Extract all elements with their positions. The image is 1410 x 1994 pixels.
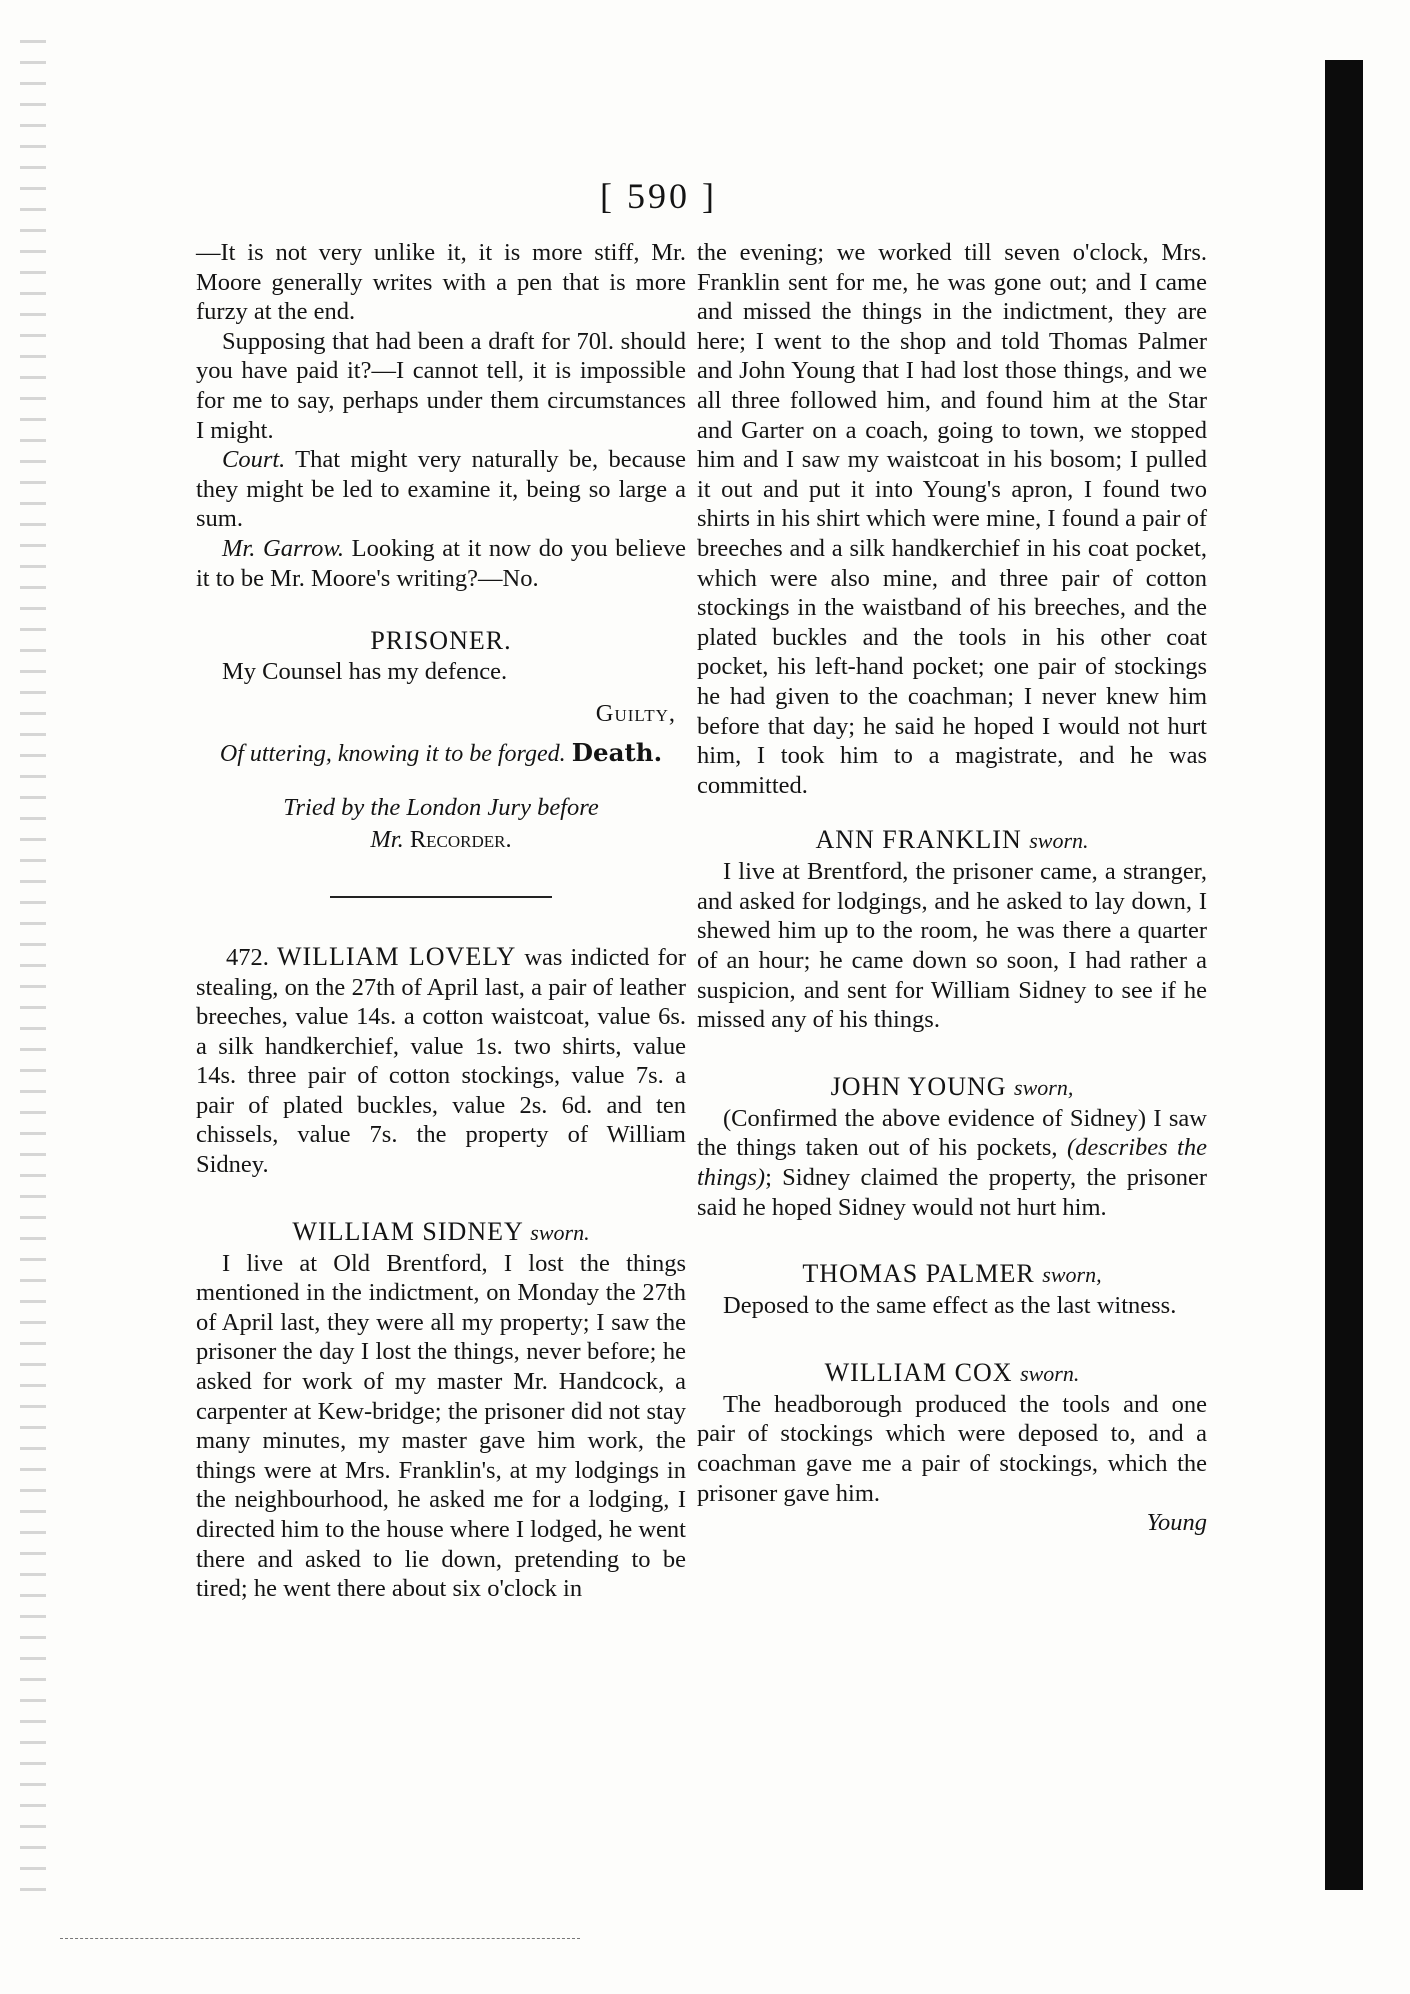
witness-testimony: Deposed to the same effect as the last witness. — [723, 1292, 1177, 1320]
case-indictment — [196, 942, 686, 1180]
tried-judge: Recorder. — [409, 825, 512, 853]
tried-title: Mr. — [370, 825, 404, 853]
indictment-text: was indicted for stealing, on the 27th of April last, a pair of leather breeches, value 14s. a cotton waistcoat, value 6s. a silk handkerchief, value 1s. two shirts, value 14s. three pair of cotton stockings, value 7s. a pair of plated buckles, value 2s. 6d. and ten chissels, value 7s. the property of William Sidney. — [196, 943, 687, 1179]
sentence — [196, 738, 686, 770]
tried-line — [196, 824, 686, 856]
sentence-charge: Of uttering, knowing it to be forged. — [219, 741, 566, 768]
case-separator — [330, 896, 552, 898]
sworn-label: sworn. — [1020, 1360, 1080, 1386]
right-column — [697, 238, 1207, 1538]
testimony-part: (Confirmed the above evidence of Sidney) I saw the things taken out of his pockets, — [697, 1104, 1207, 1162]
witness-heading — [697, 1258, 1207, 1291]
prisoner-heading: PRISONER. — [370, 626, 512, 656]
testimony-continuation: the evening; we worked till seven o'clock, Mrs. Franklin sent for me, he was gone out; and I came and missed the things in the indictment, they are here; I went to the shop and told Thomas Palmer and John Young that I had lost those things, and we all three followed him, and found him at the Star and Garter on a coach, going to town, we stopped him and I saw my waistcoat in his bosom; I pulled it out and put it into Young's apron, I found two shirts in his shirt which were mine, I found a pair of breeches and a silk handkerchief in his coat pocket, which were also mine, and three pair of cotton stockings in the waistband of his breeches, and the plated buckles and the tools in his other coat pocket, his left-hand pocket; one pair of stockings he had given to the coachman; I never knew him before that day; he said he hoped I would not hurt him, I took him to a magistrate, and he was committed. — [697, 239, 1207, 799]
sworn-label: sworn. — [1029, 828, 1089, 854]
testimony-paragraph: Supposing that had been a draft for 70l. should you have paid it?—I cannot tell, it is impossible for me to say, perhaps under them circumstances I might. — [196, 327, 686, 444]
witness-testimony — [697, 1104, 1207, 1222]
question-text: Looking at it now do you believe it to be Mr. Moore's writing?—No. — [196, 534, 686, 592]
tried-note — [196, 792, 686, 856]
tried-line: Tried by the London Jury before — [283, 793, 599, 821]
counsel-question — [196, 534, 686, 593]
witness-name: THOMAS PALMER — [802, 1259, 1035, 1289]
prisoner-defence: My Counsel has my defence. — [222, 658, 508, 686]
witness-heading — [697, 824, 1207, 857]
catchword: Young — [1146, 1509, 1207, 1537]
speaker-label: Court. — [222, 446, 286, 474]
sworn-label: sworn, — [1042, 1262, 1102, 1288]
court-remark — [196, 445, 686, 534]
left-column — [196, 238, 686, 1604]
witness-heading — [196, 1216, 686, 1249]
witness-name: ANN FRANKLIN — [815, 825, 1022, 855]
witness-heading — [697, 1357, 1207, 1390]
testimony-paragraph: —It is not very unlike it, it is more stiff, Mr. Moore generally writes with a pen that is more furzy at the end. — [196, 239, 686, 326]
sworn-label: sworn, — [1014, 1074, 1074, 1100]
witness-testimony: The headborough produced the tools and one pair of stockings which were deposed to, and a coachman gave me a pair of stockings, which the prisoner gave him. — [697, 1390, 1207, 1507]
sentence-death: Death. — [571, 738, 663, 768]
testimony-part: ; Sidney claimed the property, the prisoner said he hoped Sidney would not hurt him. — [697, 1164, 1207, 1221]
scan-edge-noise — [20, 40, 46, 1900]
testimony-aside: (describes the things) — [697, 1134, 1207, 1192]
witness-name: WILLIAM SIDNEY — [292, 1216, 523, 1246]
sworn-label: sworn. — [530, 1219, 590, 1245]
defendant-name: WILLIAM LOVELY — [276, 941, 517, 971]
scan-bottom-rule — [60, 1938, 580, 1939]
witness-name: JOHN YOUNG — [830, 1071, 1007, 1101]
witness-testimony: I live at Old Brentford, I lost the things mentioned in the indictment, on Monday the 27th of April last, they were all my property; I saw the prisoner the day I lost the things, never before; he asked for work of my master Mr. Handcock, a carpenter at Kew-bridge; the prisoner did not stay many minutes, my master gave him work, the things were at Mrs. Franklin's, at my lodgings in the neighbourhood, he asked me for a lodging, I directed him to the house where I lodged, he went there and asked to lie down, pretending to be tired; he went there about six o'clock in — [196, 1249, 686, 1603]
remark-text: That might very naturally be, because they might be led to examine it, being so large a sum. — [196, 446, 686, 533]
scan-edge-shadow — [1325, 60, 1363, 1890]
case-number: 472. — [226, 943, 269, 971]
witness-testimony: I live at Brentford, the prisoner came, a stranger, and asked for lodgings, and he asked to lay down, I shewed him up to the room, he was there a quarter of an hour; he came down so soon, I had rather a suspicion, and sent for William Sidney to see if he missed any of his things. — [697, 858, 1207, 1034]
witness-heading — [697, 1071, 1207, 1104]
verdict — [196, 699, 686, 729]
verdict-text: Guilty, — [595, 699, 676, 727]
page-number: [ 590 ] — [600, 176, 717, 216]
witness-name: WILLIAM COX — [824, 1357, 1013, 1387]
speaker-label: Mr. Garrow. — [222, 534, 344, 562]
